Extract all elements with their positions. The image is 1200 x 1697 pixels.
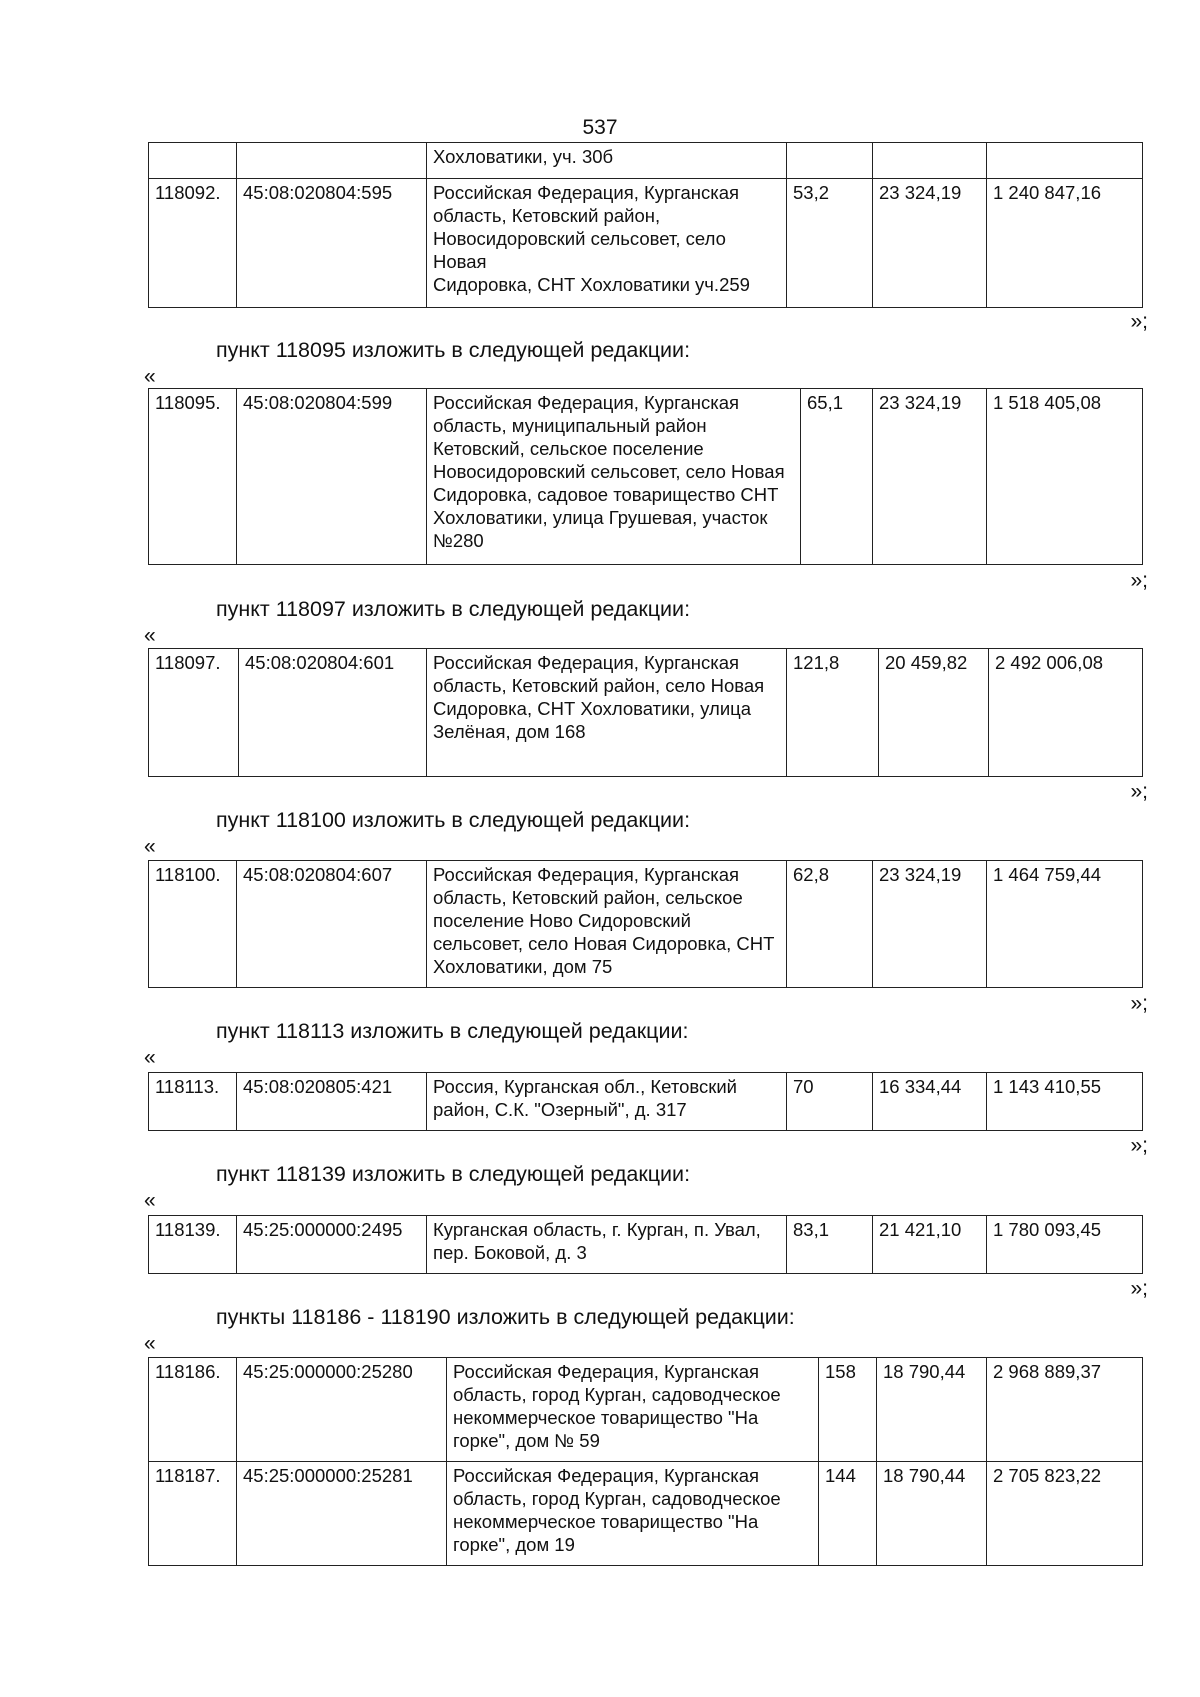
opening-quote: « — [144, 624, 156, 647]
cadastral-value: 2 705 823,22 — [987, 1462, 1143, 1566]
cadastral-value: 2 492 006,08 — [989, 649, 1143, 777]
table-row — [149, 1358, 1143, 1462]
opening-quote: « — [144, 1332, 156, 1355]
amendment-instruction: пункт 118113 изложить в следующей редакции: — [216, 1019, 689, 1043]
cadastral-number: 45:25:000000:25280 — [237, 1358, 447, 1462]
row-number: 118092. — [149, 179, 237, 308]
cadastral-number: 45:25:000000:25281 — [237, 1462, 447, 1566]
unit-price: 18 790,44 — [877, 1462, 987, 1566]
page-number: 537 — [582, 116, 618, 139]
address: Российская Федерация, Курганская область, город Курган, садоводческое некоммерческое товарищество "На горке", дом № 59 — [447, 1358, 819, 1462]
area: 70 — [787, 1073, 873, 1131]
registry-table-5 — [148, 1215, 1143, 1274]
address: Российская Федерация, Курганская область, муниципальный район Кетовский, сельское поселение Новосидоровский сельсовет, село Новая Сидоровка, садовое товарищество СНТ Хохловатики, улица Грушевая, участок №280 — [427, 389, 801, 565]
closing-quote: »; — [1130, 1134, 1148, 1157]
closing-quote: »; — [1130, 1277, 1148, 1300]
opening-quote: « — [144, 835, 156, 858]
table-row — [149, 179, 1143, 308]
area: 121,8 — [787, 649, 879, 777]
area: 144 — [819, 1462, 877, 1566]
cadastral-number: 45:08:020804:599 — [237, 389, 427, 565]
table-row — [149, 1073, 1143, 1131]
registry-table-0 — [148, 142, 1143, 308]
cadastral-value: 2 968 889,37 — [987, 1358, 1143, 1462]
cadastral-number: 45:08:020804:601 — [239, 649, 427, 777]
amendment-instruction: пункт 118139 изложить в следующей редакции: — [216, 1162, 691, 1186]
closing-quote: »; — [1130, 569, 1148, 592]
address: Российская Федерация, Курганская область, Кетовский район, село Новая Сидоровка, СНТ Хохловатики, улица Зелёная, дом 168 — [427, 649, 787, 777]
cadastral-value: 1 518 405,08 — [987, 389, 1143, 565]
area: 83,1 — [787, 1216, 873, 1274]
address: Россия, Курганская обл., Кетовский район, С.К. "Озерный", д. 317 — [427, 1073, 787, 1131]
row-number: 118139. — [149, 1216, 237, 1274]
address: Российская Федерация, Курганская область, Кетовский район, Новосидоровский сельсовет, село Новая Сидоровка, СНТ Хохловатики уч.259 — [427, 179, 787, 308]
amendment-instruction: пункт 118097 изложить в следующей редакции: — [216, 597, 691, 621]
registry-table-3 — [148, 860, 1143, 988]
row-number: 118113. — [149, 1073, 237, 1131]
table-row — [149, 389, 1143, 565]
row-number — [149, 143, 237, 179]
address: Хохловатики, уч. 30б — [427, 143, 787, 179]
registry-table-1 — [148, 388, 1143, 565]
table-row — [149, 1216, 1143, 1274]
unit-price: 21 421,10 — [873, 1216, 987, 1274]
row-number: 118097. — [149, 649, 239, 777]
unit-price: 16 334,44 — [873, 1073, 987, 1131]
opening-quote: « — [144, 1189, 156, 1212]
address: Российская Федерация, Курганская область, Кетовский район, сельское поселение Ново Сидоровский сельсовет, село Новая Сидоровка, СНТ Хохловатики, дом 75 — [427, 861, 787, 988]
table-row — [149, 143, 1143, 179]
address: Курганская область, г. Курган, п. Увал, пер. Боковой, д. 3 — [427, 1216, 787, 1274]
closing-quote: »; — [1130, 992, 1148, 1015]
opening-quote: « — [144, 1046, 156, 1069]
unit-price: 20 459,82 — [879, 649, 989, 777]
unit-price: 23 324,19 — [873, 389, 987, 565]
cadastral-number: 45:08:020804:595 — [237, 179, 427, 308]
address: Российская Федерация, Курганская область, город Курган, садоводческое некоммерческое товарищество "На горке", дом 19 — [447, 1462, 819, 1566]
registry-table-2 — [148, 648, 1143, 777]
opening-quote: « — [144, 365, 156, 388]
amendment-instruction: пункты 118186 - 118190 изложить в следующей редакции: — [216, 1305, 795, 1329]
row-number: 118095. — [149, 389, 237, 565]
unit-price — [873, 143, 987, 179]
table-row — [149, 1462, 1143, 1566]
cadastral-value — [987, 143, 1143, 179]
row-number: 118186. — [149, 1358, 237, 1462]
area: 62,8 — [787, 861, 873, 988]
registry-table-6 — [148, 1357, 1143, 1566]
cadastral-value: 1 143 410,55 — [987, 1073, 1143, 1131]
row-number: 118187. — [149, 1462, 237, 1566]
cadastral-value: 1 240 847,16 — [987, 179, 1143, 308]
cadastral-number — [237, 143, 427, 179]
area: 53,2 — [787, 179, 873, 308]
cadastral-number: 45:25:000000:2495 — [237, 1216, 427, 1274]
closing-quote: »; — [1130, 310, 1148, 333]
unit-price: 18 790,44 — [877, 1358, 987, 1462]
cadastral-value: 1 464 759,44 — [987, 861, 1143, 988]
area: 158 — [819, 1358, 877, 1462]
cadastral-number: 45:08:020805:421 — [237, 1073, 427, 1131]
unit-price: 23 324,19 — [873, 861, 987, 988]
area: 65,1 — [801, 389, 873, 565]
cadastral-value: 1 780 093,45 — [987, 1216, 1143, 1274]
unit-price: 23 324,19 — [873, 179, 987, 308]
table-row — [149, 649, 1143, 777]
area — [787, 143, 873, 179]
table-row — [149, 861, 1143, 988]
cadastral-number: 45:08:020804:607 — [237, 861, 427, 988]
amendment-instruction: пункт 118095 изложить в следующей редакции: — [216, 338, 691, 362]
registry-table-4 — [148, 1072, 1143, 1131]
row-number: 118100. — [149, 861, 237, 988]
closing-quote: »; — [1130, 780, 1148, 803]
amendment-instruction: пункт 118100 изложить в следующей редакции: — [216, 808, 691, 832]
